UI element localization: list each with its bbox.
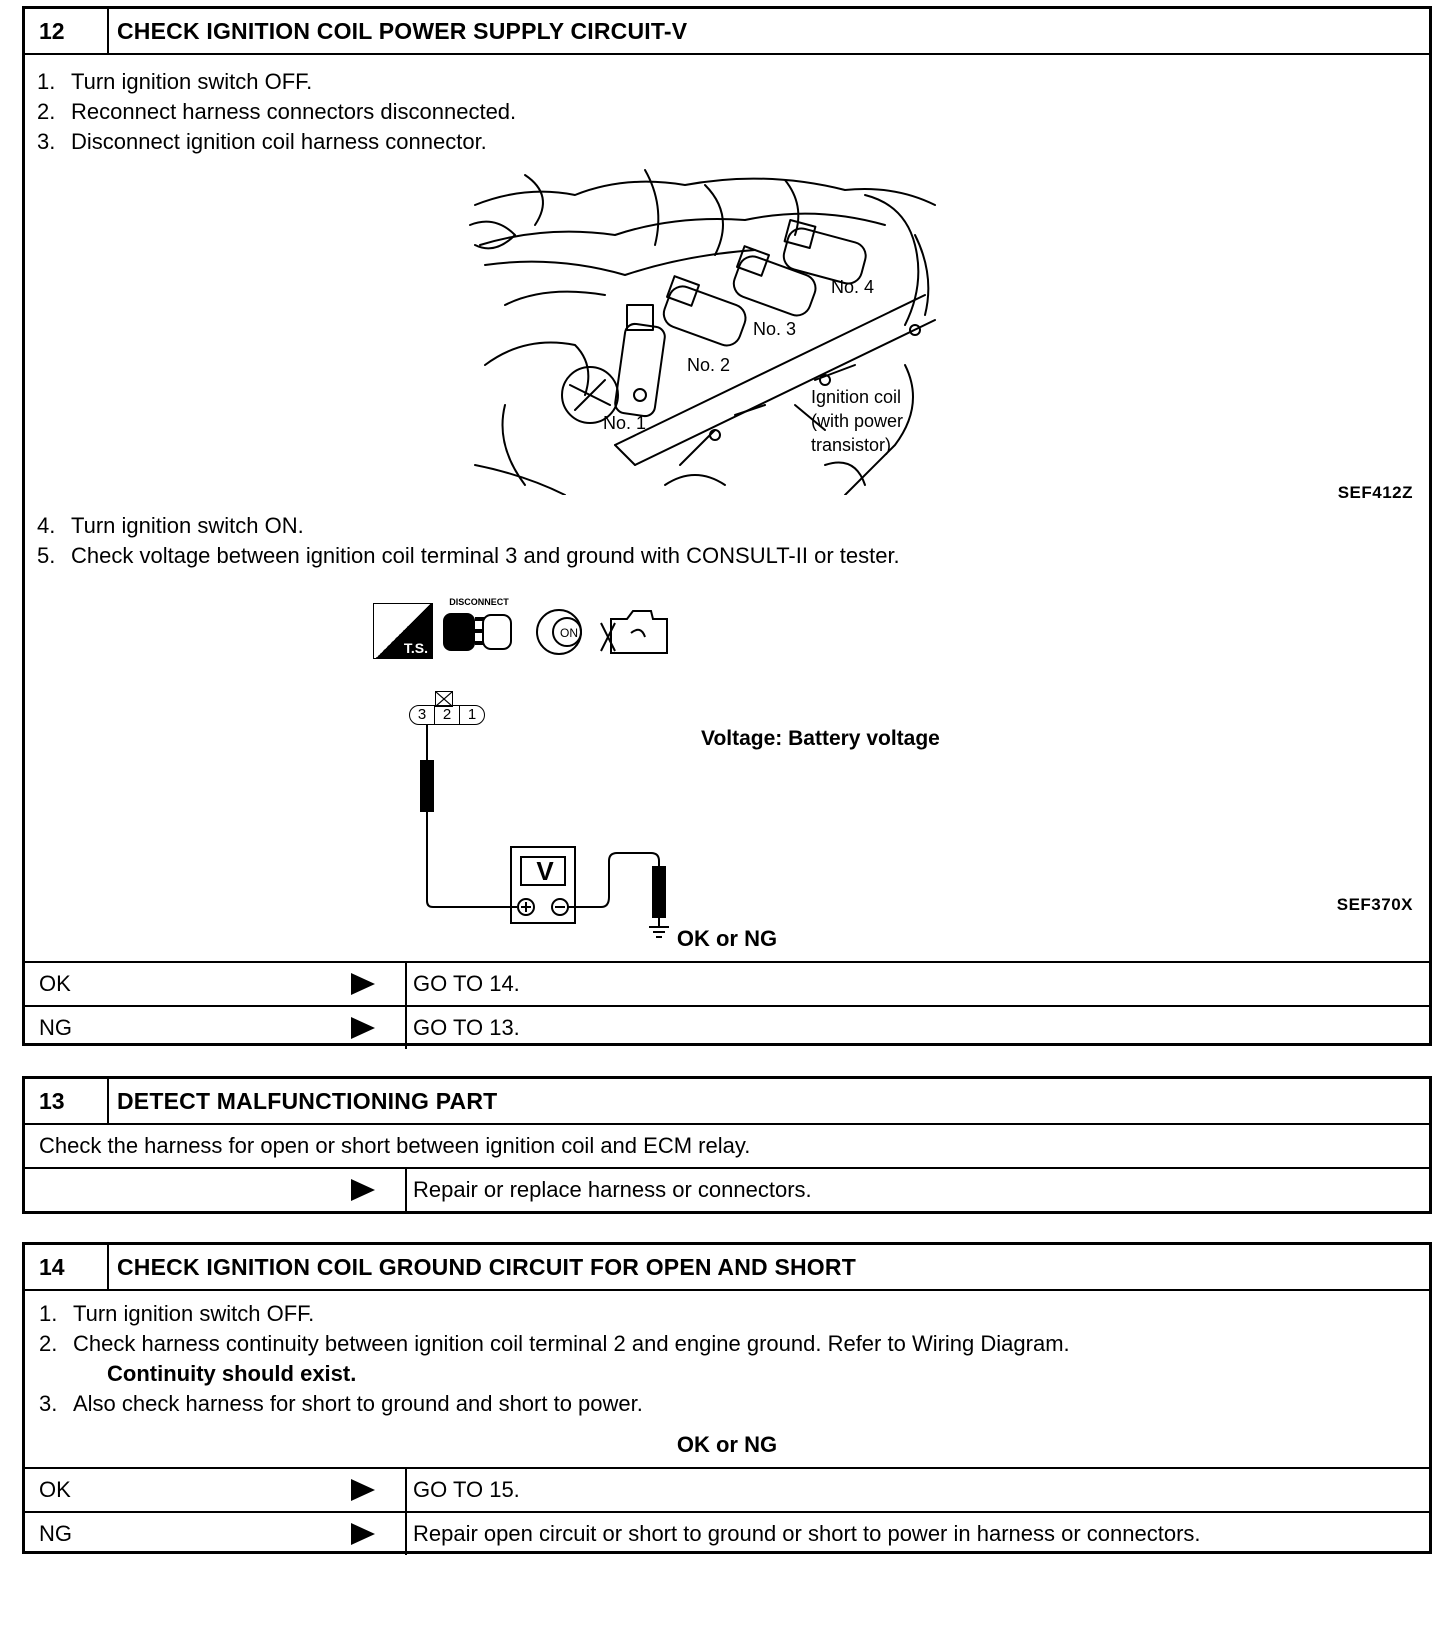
- instruction-note: Continuity should exist.: [107, 1361, 357, 1386]
- step-title: DETECT MALFUNCTIONING PART: [117, 1087, 498, 1114]
- coil-label-no1: No. 1: [603, 413, 647, 433]
- instruction-item: 1. Turn ignition switch OFF.: [39, 1301, 315, 1326]
- voltmeter-wiring: [405, 721, 685, 941]
- step-number: 13: [25, 1079, 109, 1123]
- step-14-body: [25, 1291, 1429, 1467]
- arrow-right-icon: [351, 1017, 375, 1039]
- ignition-coil-1: [614, 305, 666, 417]
- voltmeter-label: V: [536, 856, 554, 886]
- figure-id: SEF412Z: [1337, 483, 1413, 502]
- step-title: CHECK IGNITION COIL POWER SUPPLY CIRCUIT-V: [117, 17, 688, 44]
- coil-label-no4: No. 4: [831, 277, 875, 297]
- ignition-coil-2: [660, 276, 750, 349]
- instruction-item: 2. Reconnect harness connectors disconnected.: [37, 99, 517, 124]
- step-number: 14: [25, 1245, 109, 1289]
- terminal-3: 3: [410, 706, 435, 724]
- instruction-item: 4. Turn ignition switch ON.: [37, 513, 304, 538]
- terminal-2: 2: [435, 706, 460, 724]
- step-13-block: [22, 1076, 1432, 1214]
- step-14-block: [22, 1242, 1432, 1554]
- instruction-item: 3. Also check harness for short to ground and short to power.: [39, 1391, 643, 1416]
- svg-text:ON: ON: [560, 626, 578, 640]
- ok-or-ng-heading: OK or NG: [676, 926, 778, 951]
- result-row-ok: OK GO TO 15.: [25, 1467, 1429, 1511]
- step-12-block: [22, 6, 1432, 1046]
- coil-callout: Ignition coil (with power transistor): [811, 387, 904, 455]
- coil-label-no2: No. 2: [687, 355, 731, 375]
- step-13-header: [25, 1079, 1429, 1125]
- step-12-body: [25, 55, 1429, 961]
- result-row-ng: NG Repair open circuit or short to ground or short to power in harness or connectors.: [25, 1511, 1429, 1555]
- step-14-header: [25, 1245, 1429, 1291]
- voltage-spec: Voltage: Battery voltage: [701, 727, 940, 750]
- engine-off-icon: [597, 603, 675, 661]
- instruction-list: [39, 1299, 1070, 1419]
- instruction-item: 2. Check harness continuity between ignition coil terminal 2 and engine ground. Refer to Wiring Diagram.: [39, 1331, 1070, 1356]
- result-row-ng: NG GO TO 13.: [25, 1005, 1429, 1049]
- result-row-ok: OK GO TO 14.: [25, 961, 1429, 1005]
- ignition-key-icon: [531, 605, 595, 659]
- step-12-header: [25, 9, 1429, 55]
- arrow-right-icon: [351, 1479, 375, 1501]
- arrow-right-icon: [351, 973, 375, 995]
- disconnect-icon: DISCONNECT: [439, 597, 519, 659]
- step-number: 12: [25, 9, 109, 53]
- terminal-1: 1: [467, 706, 477, 723]
- figure-id: SEF370X: [1336, 895, 1413, 914]
- arrow-right-icon: [351, 1523, 375, 1545]
- ts-icon: T.S.: [373, 603, 433, 659]
- step-13-text: Check the harness for open or short between ignition coil and ECM relay.: [39, 1133, 751, 1158]
- ignition-coil-3: [730, 246, 820, 319]
- step-title: CHECK IGNITION COIL GROUND CIRCUIT FOR OPEN AND SHORT: [117, 1253, 856, 1280]
- instruction-list-b: [37, 511, 900, 571]
- instruction-item: 3. Disconnect ignition coil harness connector.: [37, 129, 487, 154]
- ok-or-ng-heading: OK or NG: [676, 1432, 778, 1457]
- coil-label-no3: No. 3: [753, 319, 797, 339]
- connector-diagram: [409, 691, 489, 721]
- instruction-list-a: [37, 67, 516, 157]
- instruction-item: 5. Check voltage between ignition coil terminal 3 and ground with CONSULT-II or tester.: [37, 543, 900, 568]
- result-row: Repair or replace harness or connectors.: [25, 1167, 1429, 1211]
- instruction-item: 1. Turn ignition switch OFF.: [37, 69, 313, 94]
- arrow-right-icon: [351, 1179, 375, 1201]
